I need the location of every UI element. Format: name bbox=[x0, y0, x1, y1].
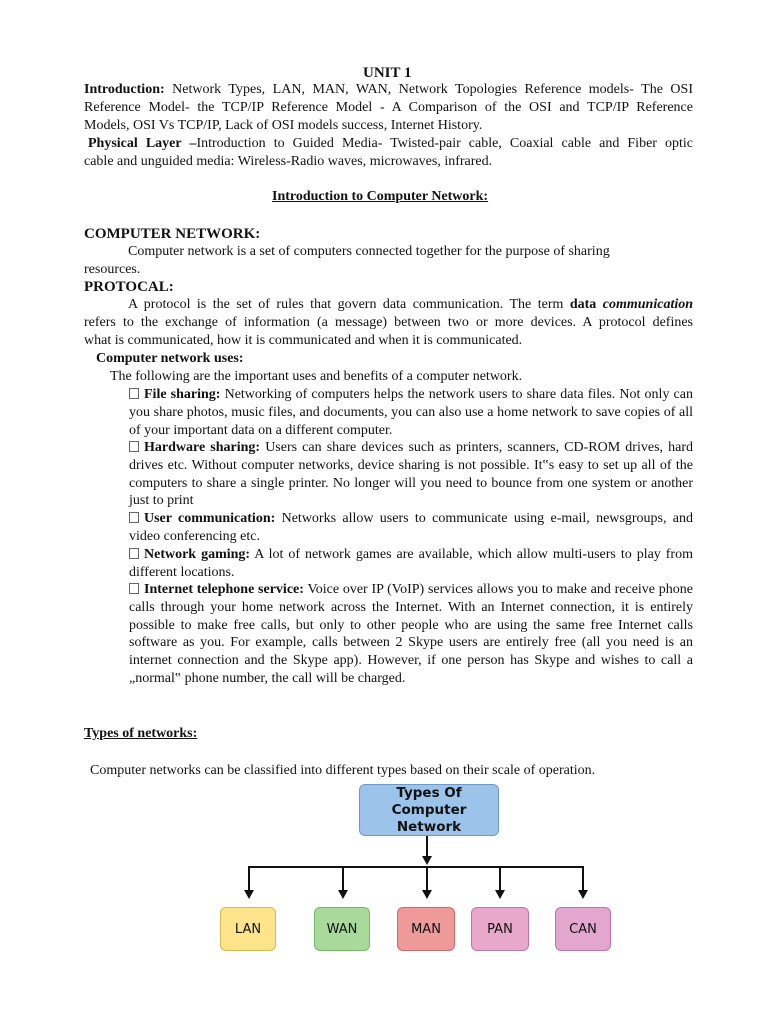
use-item-file-sharing bbox=[129, 386, 693, 439]
use-item-label: User communication: bbox=[144, 511, 276, 526]
arrow-down-icon bbox=[422, 890, 432, 899]
connector-drop-can bbox=[582, 866, 584, 892]
connector-drop-wan bbox=[342, 866, 344, 892]
physical-line-2: cable and unguided media: Wireless-Radio waves, microwaves, infrared. bbox=[84, 154, 493, 169]
diagram-root-node bbox=[359, 784, 499, 836]
diagram-node-label: PAN bbox=[487, 921, 513, 937]
use-item-text: Networks allow users to communicate using e-mail, newsgroups, and video conferencing etc. bbox=[129, 511, 694, 544]
computer-network-line-1: Computer network is a set of computers connected together for the purpose of sharing bbox=[128, 244, 610, 259]
bullet-box-icon bbox=[129, 512, 139, 523]
diagram-node-label: CAN bbox=[569, 921, 597, 937]
diagram-node-man bbox=[397, 907, 455, 951]
intro-line-2: Reference Model- the TCP/IP Reference Model - A Comparison of the OSI and TCP/IP Reference bbox=[84, 100, 693, 115]
protocol-term bbox=[570, 297, 693, 312]
computer-network-heading: COMPUTER NETWORK: bbox=[84, 226, 261, 242]
arrow-down-icon bbox=[495, 890, 505, 899]
intro-line-3: Models, OSI Vs TCP/IP, Lack of OSI models success, Internet History. bbox=[84, 118, 483, 133]
use-item-label: Hardware sharing: bbox=[144, 440, 261, 455]
bullet-box-icon bbox=[129, 441, 139, 452]
arrow-down-icon bbox=[244, 890, 254, 899]
diagram-node-wan bbox=[314, 907, 370, 951]
protocol-term-data: data bbox=[569, 297, 597, 312]
protocol-term-communication: communication bbox=[602, 297, 694, 312]
connector-drop-pan bbox=[499, 866, 501, 892]
types-heading: Types of networks: bbox=[84, 726, 198, 741]
arrow-down-icon bbox=[422, 856, 432, 865]
physical-label: Physical Layer – bbox=[88, 136, 197, 151]
use-item-label: Network gaming: bbox=[144, 547, 251, 562]
uses-heading: Computer network uses: bbox=[96, 351, 244, 366]
diagram-node-pan bbox=[471, 907, 529, 951]
use-item-text: Networking of computers helps the network users to share data files. Not only can you share photos, music files, and documents, you can also use a home network to save copies of all of your important data on a different computer. bbox=[129, 387, 693, 438]
use-item-label: Internet telephone service: bbox=[144, 582, 304, 597]
uses-intro: The following are the important uses and benefits of a computer network. bbox=[110, 369, 523, 384]
unit-title: UNIT 1 bbox=[363, 65, 412, 81]
use-item-text: Voice over IP (VoIP) services allows you to make and receive phone calls through your home network across the Internet. With an Internet connection, it is entirely possible to make free calls, but only to other people who are using the same free Internet calls software as you. For example, calls between 2 Skype users are entirely free (all you need is an internet connection and the Skype app). However, if one person has Skype and wishes to call a „normal‟ phone number, the call will be charged. bbox=[129, 582, 693, 686]
protocol-heading: PROTOCAL: bbox=[84, 279, 174, 295]
use-item-internet-telephone bbox=[129, 581, 693, 688]
diagram-node-lan bbox=[220, 907, 276, 951]
use-item-user-communication bbox=[129, 510, 693, 546]
network-types-diagram bbox=[215, 780, 615, 970]
diagram-node-label: LAN bbox=[234, 921, 262, 937]
diagram-node-label: MAN bbox=[411, 921, 441, 937]
protocol-line-1 bbox=[128, 296, 693, 314]
use-item-text: Users can share devices such as printers, scanners, CD-ROM drives, hard drives etc. Without computer networks, device sharing is not possible. It‟s easy to set up all of the computers to share a single printer. No longer will you need to bounce from one system or another just to print bbox=[129, 440, 693, 509]
diagram-root-label: Types Of Computer Network bbox=[391, 784, 467, 835]
protocol-line-2: refers to the exchange of information (a message) between two or more devices. A protocol defines bbox=[84, 315, 693, 330]
diagram-node-label: WAN bbox=[326, 921, 358, 937]
bullet-box-icon bbox=[129, 583, 139, 594]
connector-drop-man bbox=[426, 866, 428, 892]
section-title: Introduction to Computer Network: bbox=[272, 189, 489, 204]
use-item-network-gaming bbox=[129, 546, 693, 582]
protocol-text-1: A protocol is the set of rules that govern data communication. The term bbox=[128, 297, 564, 312]
use-item-hardware-sharing bbox=[129, 439, 693, 510]
use-item-label: File sharing: bbox=[144, 387, 221, 402]
diagram-node-can bbox=[555, 907, 611, 951]
arrow-down-icon bbox=[578, 890, 588, 899]
types-intro: Computer networks can be classified into different types based on their scale of operation. bbox=[90, 763, 596, 778]
computer-network-line-2: resources. bbox=[84, 262, 141, 277]
physical-line-1 bbox=[88, 135, 693, 153]
connector-drop-lan bbox=[248, 866, 250, 892]
intro-text-1: Network Types, LAN, MAN, WAN, Network Topologies Reference models- The OSI bbox=[172, 82, 693, 97]
protocol-line-3: what is communicated, how it is communicated and when it is communicated. bbox=[84, 333, 523, 348]
use-item-text: A lot of network games are available, which allow multi-users to play from different locations. bbox=[129, 547, 693, 580]
arrow-down-icon bbox=[338, 890, 348, 899]
connector-trunk bbox=[426, 836, 428, 858]
bullet-box-icon bbox=[129, 548, 139, 559]
bullet-box-icon bbox=[129, 388, 139, 399]
connector-bar bbox=[248, 866, 584, 868]
intro-line-1 bbox=[84, 81, 693, 99]
physical-text-1: Introduction to Guided Media- Twisted-pair cable, Coaxial cable and Fiber optic bbox=[196, 136, 694, 151]
intro-label: Introduction: bbox=[84, 82, 165, 97]
